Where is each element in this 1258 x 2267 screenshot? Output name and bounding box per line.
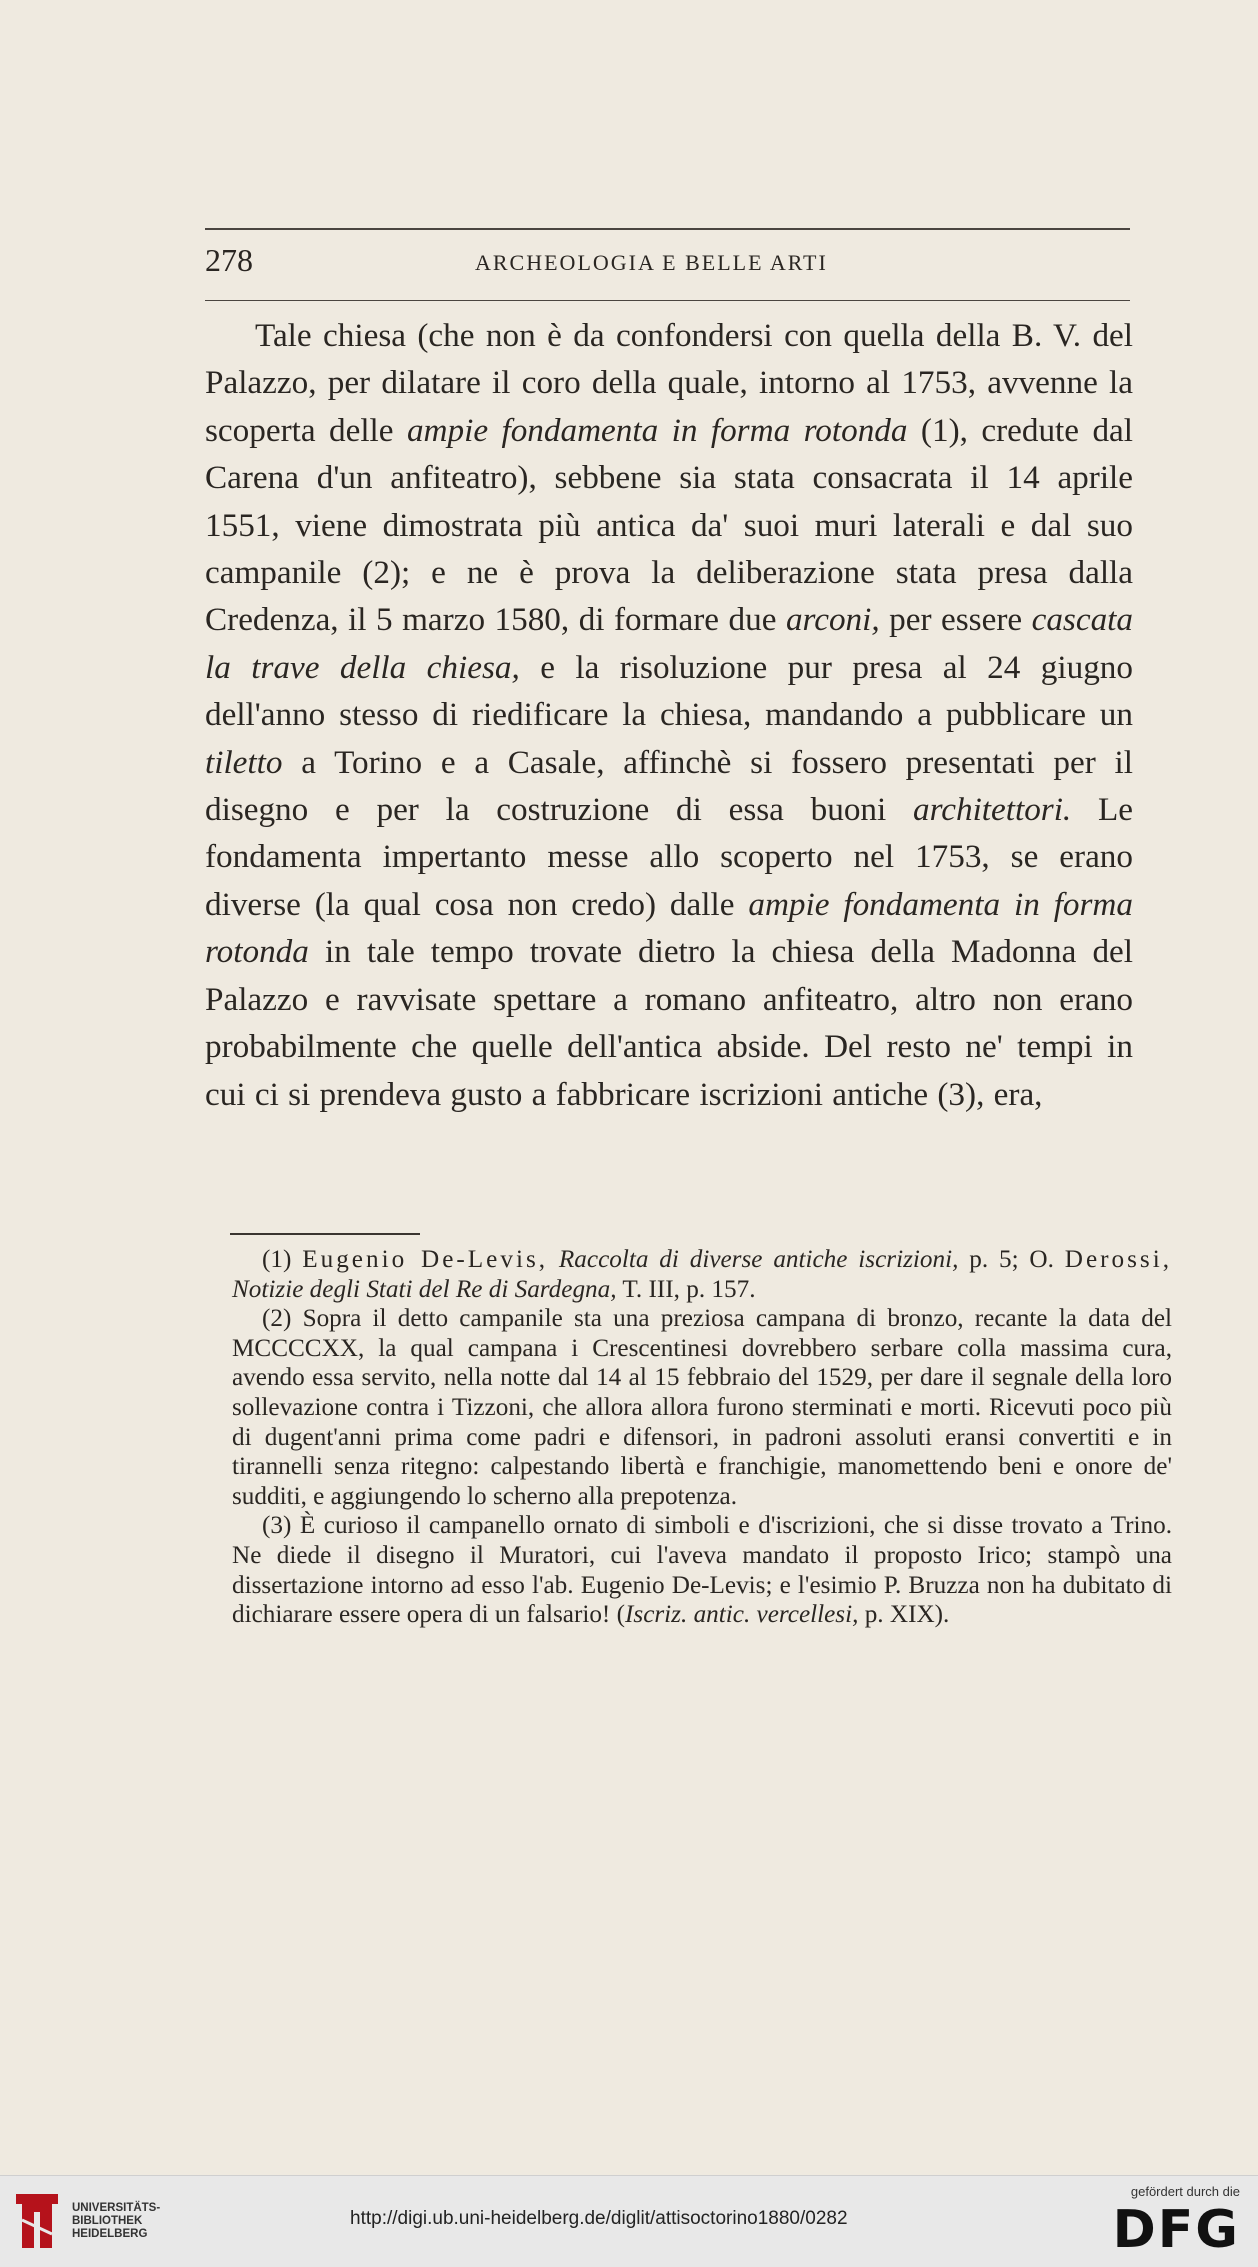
footnote-1: (1) Eugenio De-Levis, Raccolta di diverse antiche iscrizioni, p. 5; O. Derossi, Notizie degli Stati del Re di Sardegna, T. III, p. 157. [232,1246,1173,1303]
running-title: ARCHEOLOGIA E BELLE ARTI [475,250,828,275]
running-head [205,240,1130,286]
top-rule [205,228,1130,230]
footnote-rule [230,1233,420,1235]
viewer-footer [0,2175,1258,2267]
main-text [205,312,1133,1118]
library-name: UNIVERSITÄTS- BIBLIOTHEK HEIDELBERG [72,2202,161,2240]
page-number: 278 [205,242,253,278]
paragraph: Tale chiesa (che non è da confondersi con quella della B. V. del Palazzo, per dilatare il coro della quale, intorno al 1753, avvenne la scoperta delle ampie fondamenta in forma rotonda (1), credute dal Carena d'un anfiteatro), sebbene sia stata consacrata il 14 aprile 1551, viene dimostrata più antica da' suoi muri laterali e dal suo campanile (2); e ne è prova la deliberazione stata presa dalla Credenza, il 5 marzo 1580, di formare due arconi, per essere cascata la trave della chiesa, e la risoluzione pur presa al 24 giugno dell'anno stesso di riedificare la chiesa, mandando a pubblicare un tiletto a Torino e a Casale, affinchè si fossero presentati per il disegno e per la costruzione di essa buoni architettori. Le fondamenta impertanto messe allo scoperto nel 1753, se erano diverse (la qual cosa non credo) dalle ampie fondamenta in forma rotonda in tale tempo trovate dietro la chiesa della Madonna del Palazzo e ravvisate spettare a romano anfiteatro, altro non erano probabilmente che quelle dell'antica abside. Del resto ne' tempi in cui ci si prendeva gusto a fabbricare iscrizioni antiche (3), era, [205,317,1133,1113]
footnotes [232,1245,1172,1630]
footnote-2: (2) Sopra il detto campanile sta una preziosa campana di bronzo, recante la data del MCCCCXX, la qual campana i Crescentinesi dovrebbero serbare colla massima cura, avendo essa servito, nella notte dal 14 al 15 febbraio del 1529, per dare il segnale della loro sollevazione contra i Tizzoni, che allora allora furono sterminati e morti. Ricevuti poco più di dugent'anni prima come padri e difensori, in padroni assoluti eransi convertiti e in tirannelli senza ritegno: calpestando libertà e franchigie, manomettendo beni e onore de' sudditi, e aggiungendo lo scherno alla prepotenza. [232,1305,1172,1510]
permalink[interactable]: http://digi.ub.uni-heidelberg.de/diglit/attisoctorino1880/0282 [350,2208,848,2229]
header-rule [205,300,1130,301]
dfg-logo[interactable]: DFG [1112,2200,1240,2260]
footnote-3: (3) È curioso il campanello ornato di simboli e d'iscrizioni, che si disse trovato a Trino. Ne diede il disegno il Muratori, cui l'aveva mandato il proposto Irico; stampò una dissertazione intorno ad esso l'ab. Eugenio De-Levis; e l'esimio P. Bruzza non ha dubitato di dichiarare essere opera di un falsario! (Iscriz. antic. vercellesi, p. XIX). [232,1512,1172,1629]
funder-label: gefördert durch die [1130,2184,1240,2199]
university-library-logo-icon[interactable] [12,2190,62,2252]
